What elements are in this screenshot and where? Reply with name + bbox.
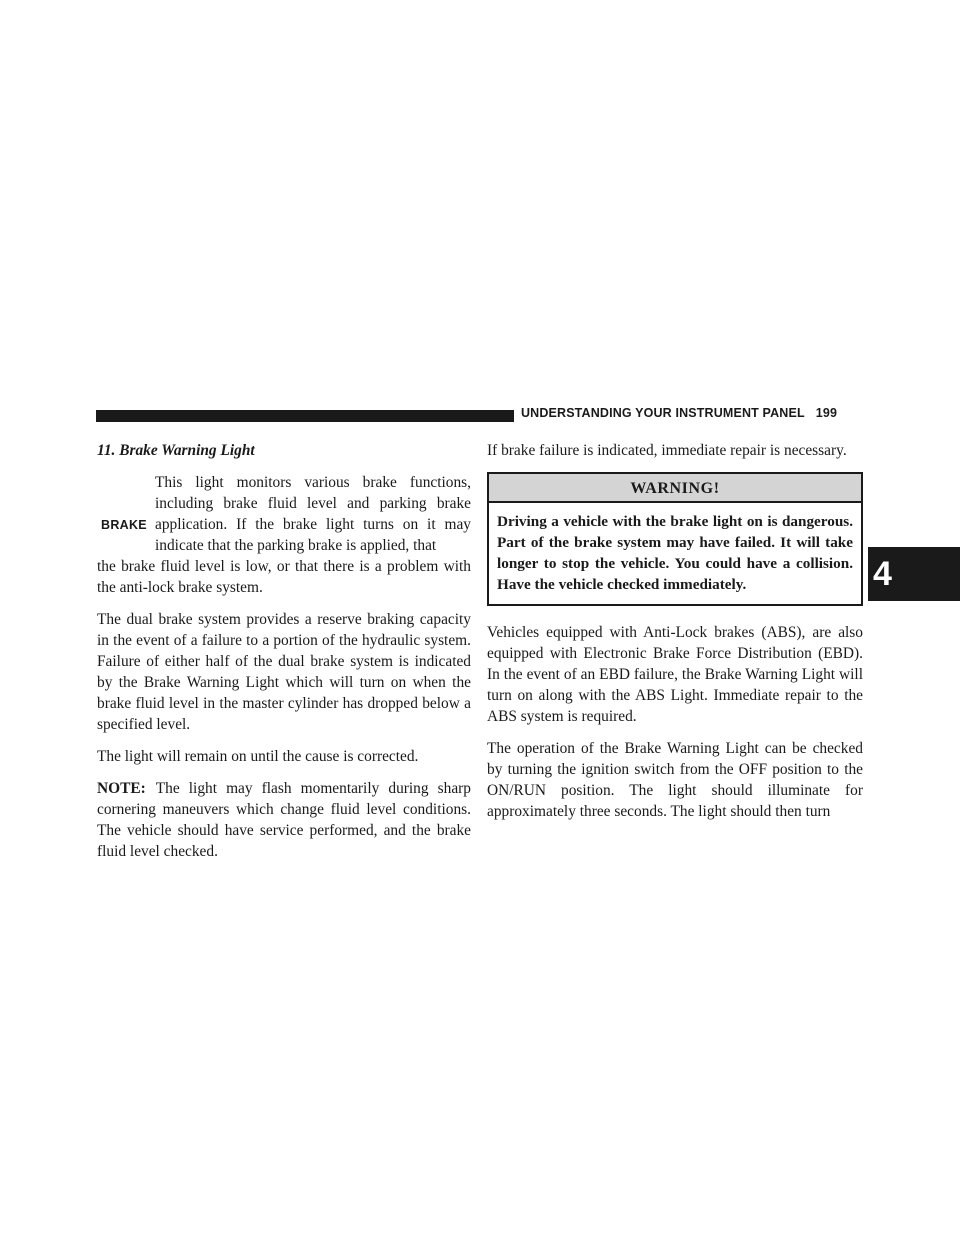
chapter-number: 4: [873, 555, 892, 593]
note-paragraph: [97, 778, 471, 862]
section-title: UNDERSTANDING YOUR INSTRUMENT PANEL: [521, 406, 805, 420]
header-rule: [96, 410, 514, 422]
chapter-tab: [868, 547, 960, 601]
operation-check-paragraph: The operation of the Brake Warning Light can be checked by turning the ignition switch from the OFF position to the ON/RUN position. The light should illuminate for approximately three seconds. The light should then turn: [487, 740, 863, 820]
left-column: [97, 440, 471, 873]
note-text: The light may flash momentarily during sharp cornering maneuvers which change fluid level conditions. The vehicle should have service performed, and the brake fluid level checked.: [97, 780, 471, 860]
dual-brake-paragraph: The dual brake system provides a reserve braking capacity in the event of a failure to a portion of the hydraulic system. Failure of either half of the dual brake system is indicated by the Brake Warning Light which will turn on when the brake fluid level in the master cylinder has dropped below a specified level.: [97, 611, 471, 733]
warning-text: Driving a vehicle with the brake light on is dangerous. Part of the brake system may have failed. It will take longer to stop the vehicle. You could have a collision. Have the vehicle checked immediately.: [497, 513, 853, 593]
warning-title: WARNING!: [489, 474, 861, 503]
brake-lead-text: This light monitors various brake functions, including brake fluid level and parking brake application. If the brake light turns on it may indicate that the parking brake is applied, that: [155, 474, 471, 554]
light-remain-paragraph: The light will remain on until the cause is corrected.: [97, 748, 419, 765]
page-number: 199: [815, 406, 838, 420]
warning-box: [487, 472, 863, 606]
abs-ebd-paragraph: Vehicles equipped with Anti-Lock brakes (ABS), are also equipped with Electronic Brake Force Distribution (EBD). In the event of an EBD failure, the Brake Warning Light will turn on along with the ABS Light. Immediate repair to the ABS system is required.: [487, 624, 863, 725]
note-label: NOTE:: [97, 780, 146, 797]
brake-warning-icon: BRAKE: [101, 518, 147, 532]
running-header: [521, 406, 837, 420]
right-column: [487, 440, 863, 833]
brake-light-description: [97, 472, 471, 598]
brake-rest-text: the brake fluid level is low, or that there is a problem with the anti-lock brake system.: [97, 558, 471, 596]
section-heading: 11. Brake Warning Light: [97, 442, 255, 459]
brake-failure-paragraph: If brake failure is indicated, immediate repair is necessary.: [487, 442, 847, 459]
